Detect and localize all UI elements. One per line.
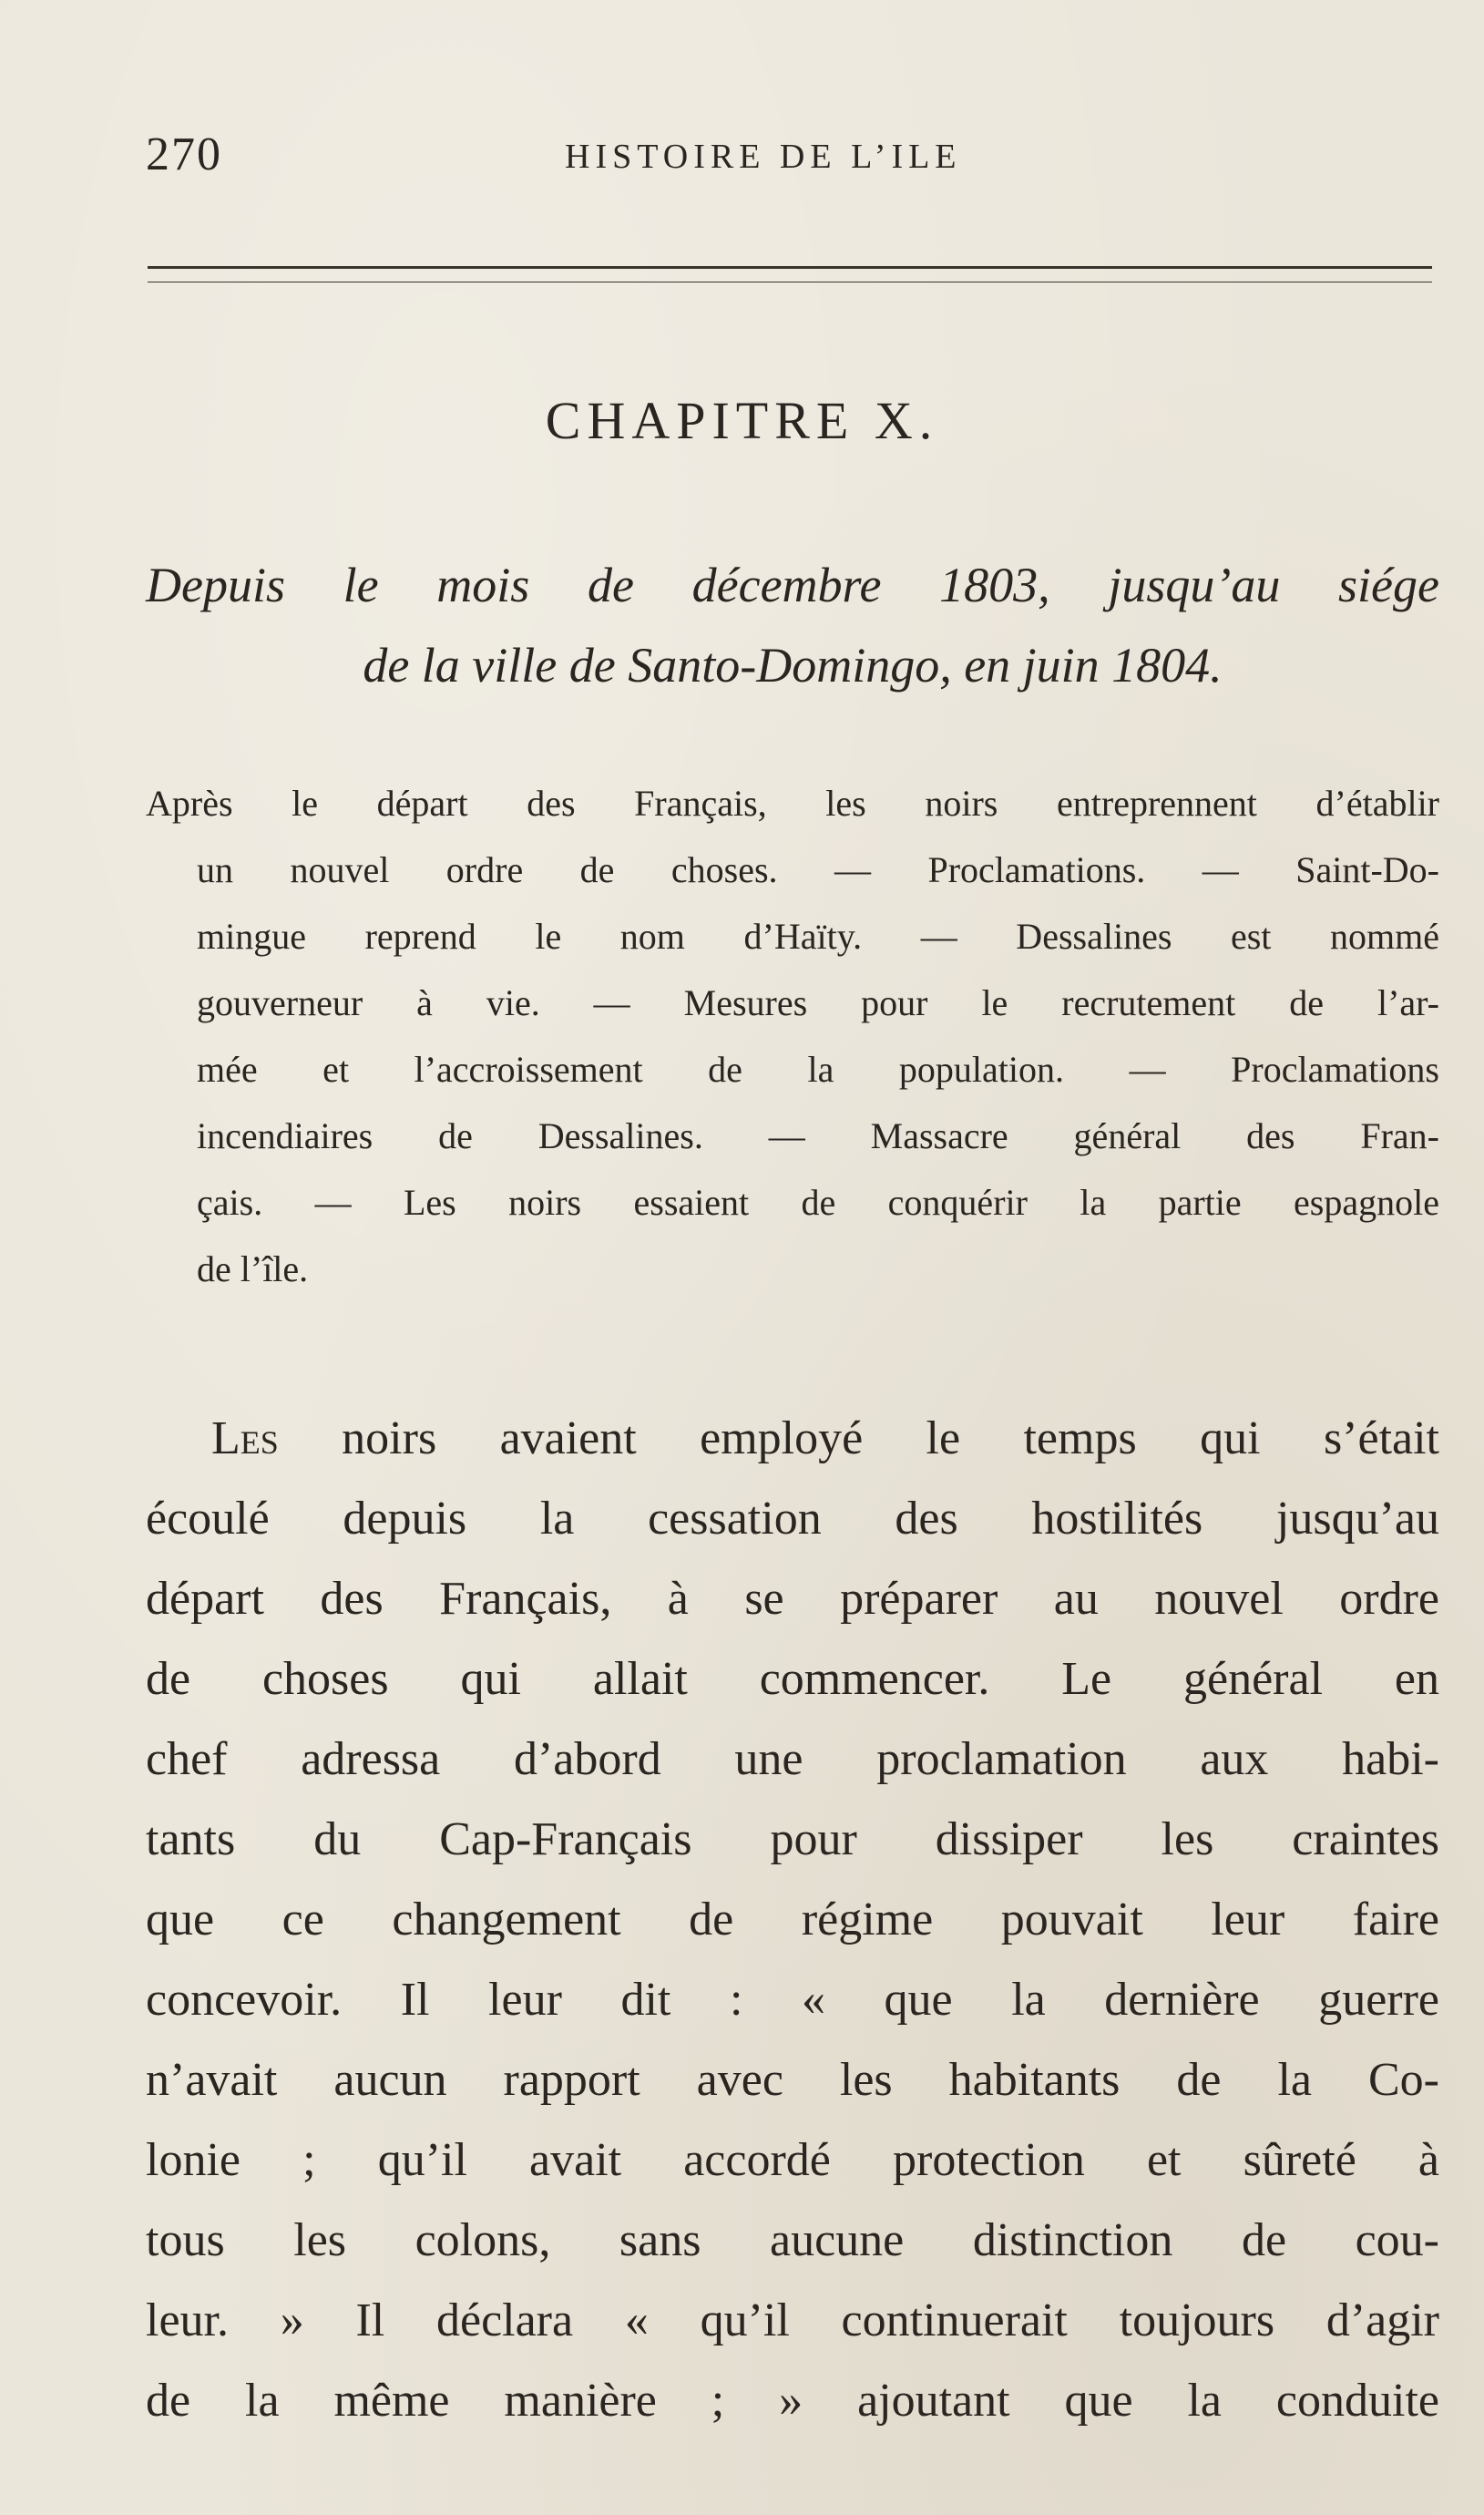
summary-line: de l’île. — [197, 1248, 309, 1289]
summary-line: incendiaires de Dessalines. — Massacre général des Fran- — [197, 1115, 1439, 1156]
body-line-rest: noirs avaient employé le temps qui s’était — [278, 1412, 1439, 1464]
header-rule — [148, 266, 1432, 282]
body-line: n’avait aucun rapport avec les habitants de la Co- — [146, 2054, 1439, 2106]
summary-line: un nouvel ordre de choses. — Proclamations. — Saint-Do- — [197, 849, 1439, 890]
drop-word: Les — [211, 1412, 279, 1464]
body-line: tous les colons, sans aucune distinction de cou- — [146, 2214, 1439, 2266]
summary-line: gouverneur à vie. — Mesures pour le recrutement de l’ar- — [197, 982, 1439, 1023]
chapter-subtitle — [146, 545, 1439, 705]
body-paragraph — [146, 1399, 1439, 2441]
body-line: chef adressa d’abord une proclamation aux habi- — [146, 1733, 1439, 1785]
summary-line: mingue reprend le nom d’Haïty. — Dessalines est nommé — [197, 916, 1439, 957]
body-line: de la même manière ; » ajoutant que la conduite — [146, 2375, 1439, 2427]
running-head: HISTOIRE DE L’ILE — [565, 138, 962, 176]
summary-line: mée et l’accroissement de la population. — Proclamations — [197, 1049, 1439, 1090]
body-line: écoulé depuis la cessation des hostilités jusqu’au — [146, 1493, 1439, 1545]
page-number: 270 — [146, 128, 222, 180]
body-line: de choses qui allait commencer. Le général en — [146, 1653, 1439, 1705]
body-line: tants du Cap-Français pour dissiper les craintes — [146, 1813, 1439, 1865]
body-line: que ce changement de régime pouvait leur faire — [146, 1894, 1439, 1945]
chapter-summary — [146, 770, 1439, 1302]
chapter-title: CHAPITRE X. — [545, 391, 939, 450]
body-line — [146, 1399, 1439, 1479]
body-line: leur. » Il déclara « qu’il continuerait toujours d’agir — [146, 2294, 1439, 2346]
subtitle-line: de la ville de Santo-Domingo, en juin 1804. — [363, 638, 1223, 693]
summary-line: çais. — Les noirs essaient de conquérir la partie espagnole — [197, 1182, 1439, 1223]
subtitle-line: Depuis le mois de décembre 1803, jusqu’au siége — [146, 558, 1439, 612]
body-line: lonie ; qu’il avait accordé protection et sûreté à — [146, 2134, 1439, 2186]
summary-line: Après le départ des Français, les noirs entreprennent d’établir — [146, 783, 1439, 824]
body-line: départ des Français, à se préparer au nouvel ordre — [146, 1573, 1439, 1625]
body-line: concevoir. Il leur dit : « que la dernière guerre — [146, 1974, 1439, 2026]
page-header — [146, 128, 1338, 191]
